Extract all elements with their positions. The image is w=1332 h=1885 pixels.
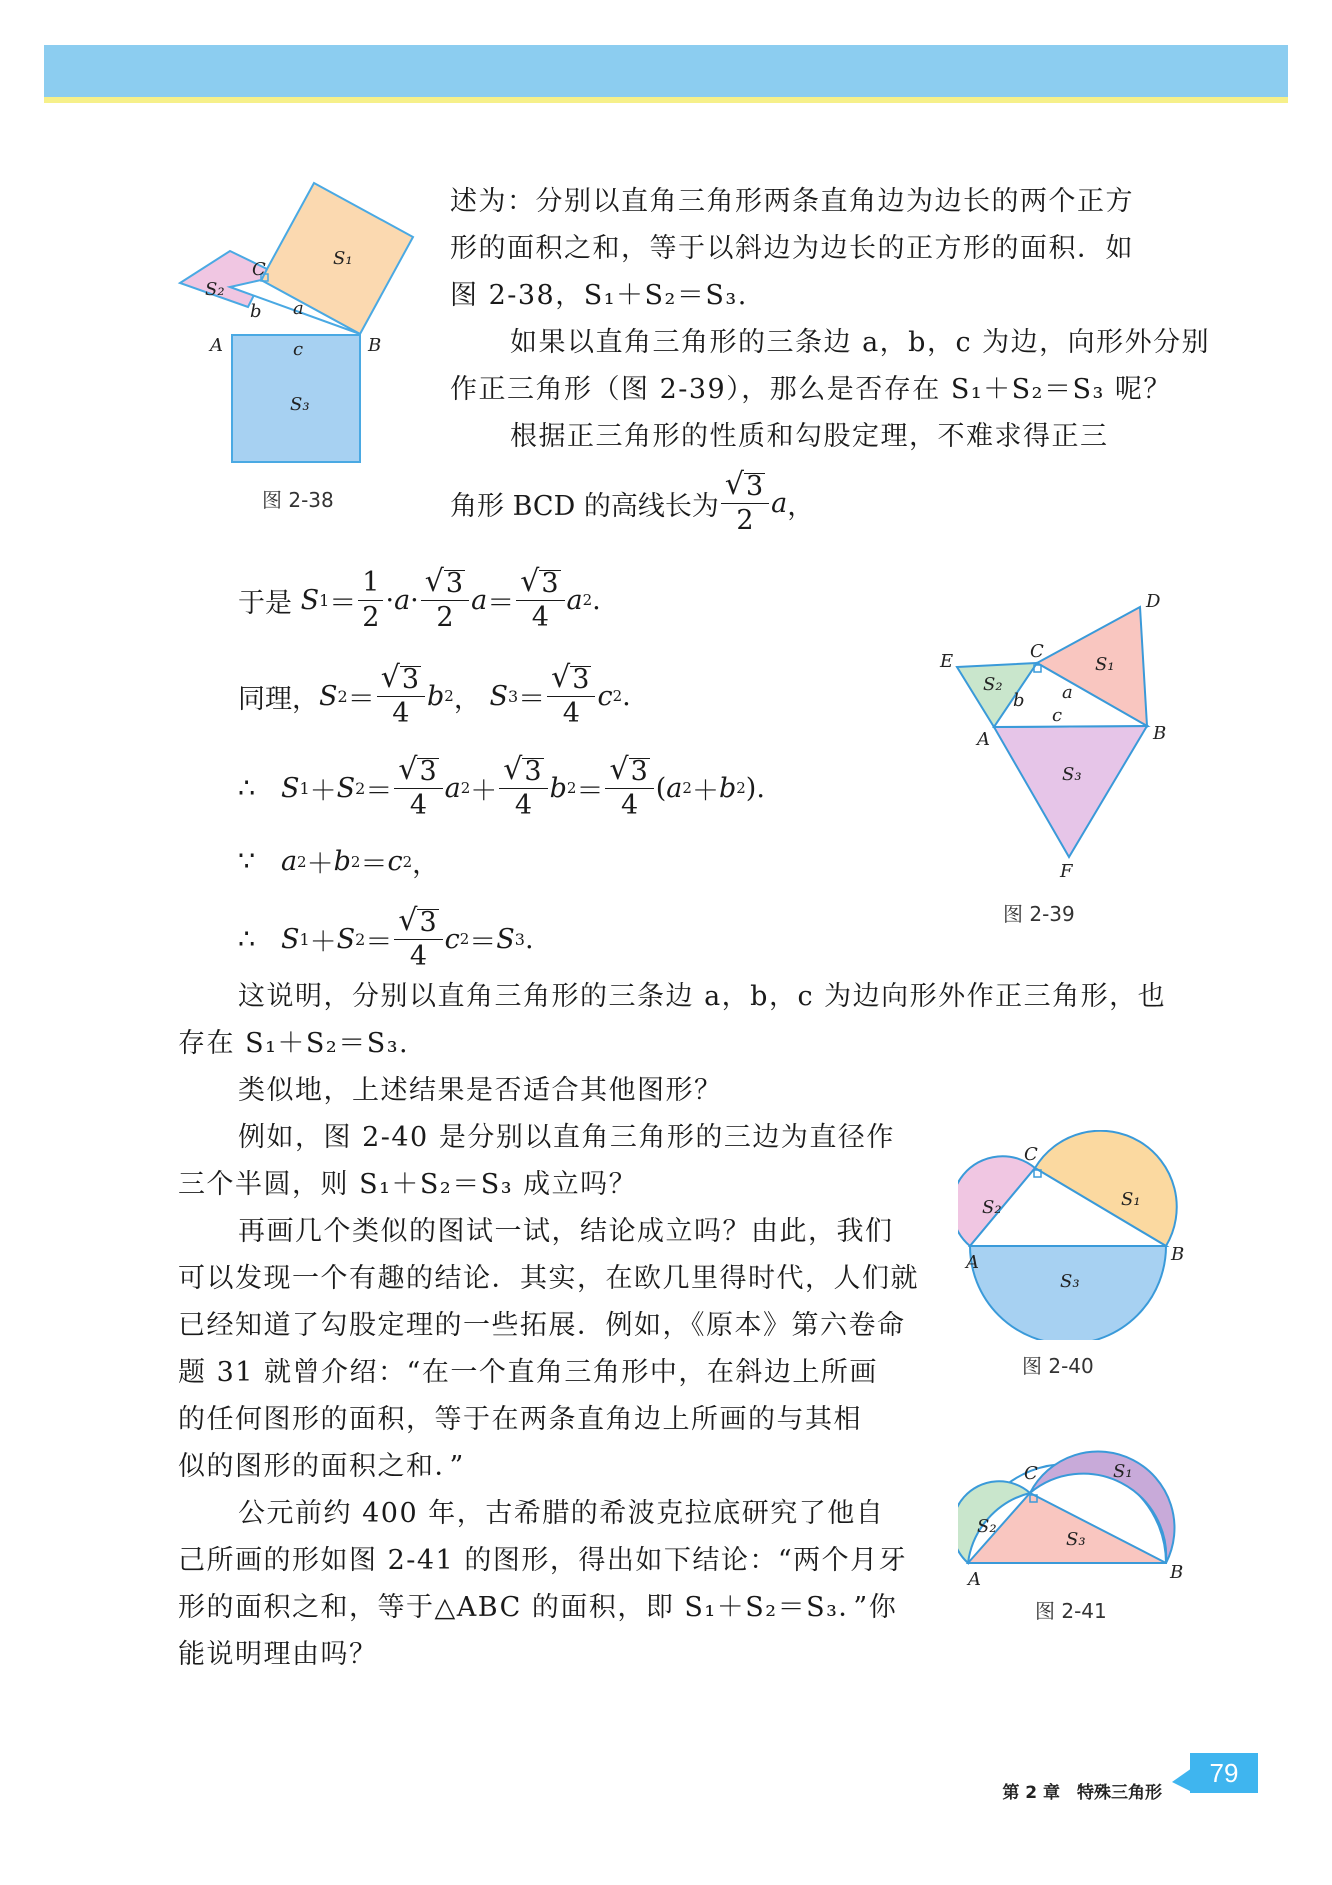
para2-line2: 作正三角形（图 2-39），那么是否存在 S₁＋S₂＝S₃ 呢？: [450, 374, 1172, 405]
page-tab-arrow: [1172, 1768, 1192, 1792]
fig39-label-A: A: [977, 729, 990, 750]
derivation-s1: 于是 S 1 ＝ $\frac{1}{2}$ · a · √ 3 2 a ＝ √ 3 4 a 2 .: [238, 564, 601, 633]
page-number: 79: [1190, 1753, 1258, 1793]
derivation-conclusion: ∴ S 1 ＋ S 2 ＝ √ 3 4 c 2 ＝ S 3 .: [238, 903, 534, 972]
para1-line2: 形的面积之和，等于以斜边为边长的正方形的面积．如: [450, 233, 1134, 264]
para6-line1: 例如，图 2-40 是分别以直角三角形的三边为直径作: [238, 1122, 895, 1153]
para8-line1: 公元前约 400 年，古希腊的希波克拉底研究了他自: [238, 1498, 885, 1529]
derivation-s2-s3: 同理 ， S 2 ＝ √ 3 4 b 2 ， S 3 ＝ √ 3 4 c 2 .: [238, 660, 631, 729]
para6-line2: 三个半圆，则 S₁＋S₂＝S₃ 成立吗？: [178, 1169, 638, 1200]
para4-line1: 这说明，分别以直角三角形的三条边 a，b，c 为边向形外作正三角形，也: [238, 981, 1167, 1012]
figure-2-39: [935, 590, 1170, 890]
fig38-label-c: c: [293, 339, 304, 360]
fig40-label-C: C: [1024, 1144, 1038, 1165]
caption-fig-2-38: 图 2-38: [262, 488, 334, 512]
para2-line1: 如果以直角三角形的三条边 a，b，c 为边，向形外分别: [510, 327, 1211, 358]
fig39-label-F: F: [1060, 861, 1073, 882]
para8-line3: 形的面积之和，等于△ABC 的面积，即 S₁＋S₂＝S₃．”你: [178, 1592, 898, 1623]
para7-line1: 再画几个类似的图试一试，结论成立吗？由此，我们: [238, 1216, 894, 1247]
header-band: [44, 45, 1288, 97]
caption-fig-2-41: 图 2-41: [1035, 1599, 1107, 1623]
figure-2-40: [958, 1130, 1193, 1340]
figure-2-38: [170, 175, 430, 470]
derivation-pythagoras: ∵ a 2 ＋ b 2 ＝ c 2 ，: [238, 846, 440, 880]
para3-prefix: 角形 BCD 的高线长为: [450, 490, 719, 522]
fig40-label-S2: S₂: [982, 1197, 1002, 1218]
fig39-label-C: C: [1030, 641, 1044, 662]
fig38-label-a: a: [293, 298, 304, 319]
fig39-label-B: B: [1153, 723, 1167, 744]
therefore-symbol: ∴: [238, 772, 256, 804]
fig38-label-b: b: [250, 301, 262, 322]
fig39-label-S2: S₂: [983, 674, 1003, 695]
fig38-label-S2: S₂: [205, 279, 225, 300]
fig41-label-B: B: [1170, 1562, 1184, 1583]
para7-line3: 已经知道了勾股定理的一些拓展．例如，《原本》第六卷命: [178, 1310, 906, 1341]
fig38-label-S1: S₁: [333, 248, 353, 269]
fig38-label-A: A: [210, 335, 223, 356]
fig41-label-S1: S₁: [1113, 1461, 1133, 1482]
fig39-label-b: b: [1013, 690, 1025, 711]
figure-2-41: [958, 1435, 1193, 1585]
caption-fig-2-40: 图 2-40: [1022, 1354, 1094, 1378]
triangle-s3: [994, 726, 1147, 857]
fig38-label-C: C: [252, 259, 266, 280]
para3-line1: 根据正三角形的性质和勾股定理，不难求得正三: [510, 421, 1109, 452]
fig38-label-S3: S₃: [290, 394, 310, 415]
label-tongli: 同理: [238, 683, 292, 715]
fig40-label-S1: S₁: [1121, 1189, 1141, 1210]
fig41-label-S3: S₃: [1066, 1529, 1086, 1550]
fig39-label-E: E: [940, 651, 954, 672]
para7-line2: 可以发现一个有趣的结论．其实，在欧几里得时代，人们就: [178, 1263, 919, 1294]
chapter-label: 第 2 章 特殊三角形: [1002, 1783, 1162, 1803]
semicircle-s3: [970, 1246, 1166, 1340]
fig39-label-a: a: [1062, 682, 1073, 703]
para1-line1: 述为：分别以直角三角形两条直角边为边长的两个正方: [450, 186, 1134, 217]
para3-line2: 角形 BCD 的高线长为 √ 3 2 a ，: [450, 467, 815, 536]
fig41-label-A: A: [968, 1569, 981, 1585]
derivation-sum: ∴ S 1 ＋ S 2 ＝ √ 3 4 a 2 ＋ √ 3 4 b 2 ＝ √ 3 4 ( a 2 ＋ b 2 ).: [238, 752, 765, 821]
fig39-label-c: c: [1052, 705, 1063, 726]
header-line: [44, 97, 1288, 103]
para1-line3: 图 2-38，S₁＋S₂＝S₃.: [450, 280, 748, 311]
fig41-label-C: C: [1024, 1463, 1038, 1484]
para7-line6: 似的图形的面积之和．”: [178, 1451, 465, 1482]
para8-line2: 己所画的形如图 2-41 的图形，得出如下结论：“两个月牙: [178, 1545, 908, 1576]
fig39-label-D: D: [1146, 591, 1161, 612]
fig39-label-S1: S₁: [1095, 654, 1115, 675]
fig38-label-B: B: [368, 335, 382, 356]
therefore-symbol-2: ∴: [238, 923, 256, 955]
label-yushi: 于是: [238, 587, 292, 619]
para4-line2: 存在 S₁＋S₂＝S₃.: [178, 1028, 410, 1059]
fig40-label-S3: S₃: [1060, 1271, 1080, 1292]
para7-line5: 的任何图形的面积，等于在两条直角边上所画的与其相: [178, 1404, 862, 1435]
fig40-label-A: A: [966, 1252, 979, 1273]
fig41-label-S2: S₂: [977, 1516, 997, 1537]
caption-fig-2-39: 图 2-39: [1003, 902, 1075, 926]
fig39-label-S3: S₃: [1062, 764, 1082, 785]
para8-line4: 能说明理由吗？: [178, 1639, 378, 1670]
para7-line4: 题 31 就曾介绍：“在一个直角三角形中，在斜边上所画: [178, 1357, 878, 1388]
fig40-label-B: B: [1171, 1244, 1185, 1265]
because-symbol: ∵: [238, 846, 256, 877]
para5: 类似地，上述结果是否适合其他图形？: [238, 1075, 723, 1106]
